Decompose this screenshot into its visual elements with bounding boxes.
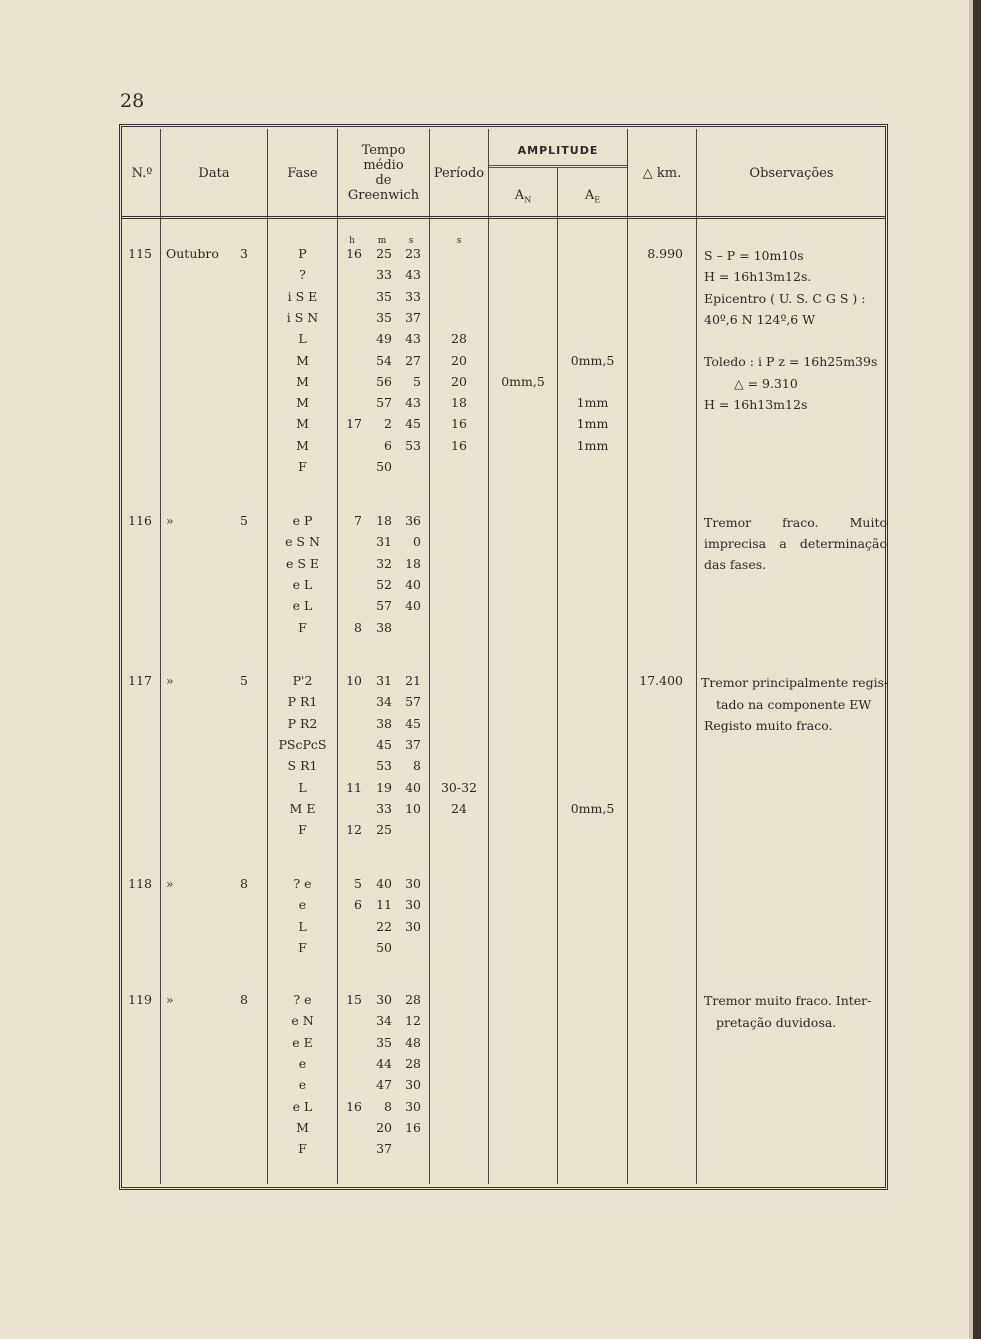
header-ae: $A_E$ <box>584 188 601 205</box>
col-separator <box>429 129 430 1184</box>
cell-periodo: 16 <box>451 416 467 432</box>
page-number: 28 <box>120 90 145 112</box>
col-separator <box>488 129 489 1184</box>
cell-m: 20 <box>376 1119 392 1135</box>
cell-s: 28 <box>405 992 421 1007</box>
header-data: Data <box>198 166 230 181</box>
header-delta: △ km. <box>642 166 682 181</box>
cell-delta: 8.990 <box>647 246 683 261</box>
page-edge <box>973 0 981 1339</box>
cell-fase: L <box>298 779 307 795</box>
cell-s: 37 <box>405 309 421 325</box>
cell-m: 50 <box>376 459 392 474</box>
cell-fase: e S E <box>285 555 320 571</box>
cell-day: 3 <box>240 246 248 261</box>
cell-fase: PScPcS <box>278 736 327 752</box>
cell-s: 43 <box>405 331 421 347</box>
cell-h: 17 <box>346 416 362 432</box>
cell-m: 47 <box>376 1077 392 1093</box>
cell-m: 38 <box>376 619 392 635</box>
cell-fase: M <box>296 437 309 453</box>
cell-fase: i S N <box>286 309 319 325</box>
header-periodo: Período <box>433 166 485 181</box>
cell-fase: i S E <box>287 288 318 304</box>
cell-fase: e N <box>291 1013 314 1029</box>
cell-fase: P'2 <box>292 673 313 688</box>
cell-m: 25 <box>376 822 392 838</box>
cell-s: 53 <box>405 437 421 453</box>
cell-s: 5 <box>413 373 421 389</box>
cell-m: 57 <box>376 395 392 411</box>
amplitude-rule <box>489 165 627 168</box>
col-separator <box>337 129 338 1184</box>
cell-m: 25 <box>376 246 392 261</box>
cell-m: 57 <box>376 598 392 614</box>
unit-per: s <box>456 236 462 246</box>
cell-m: 35 <box>376 309 392 325</box>
cell-m: 34 <box>376 694 392 710</box>
cell-fase: e <box>298 1055 307 1071</box>
cell-m: 50 <box>376 939 392 955</box>
cell-m: 56 <box>376 373 392 389</box>
cell-periodo: 24 <box>451 800 467 816</box>
cell-s: 30 <box>405 1077 421 1093</box>
cell-m: 32 <box>376 555 392 571</box>
cell-fase: M <box>296 416 309 432</box>
cell-periodo: 20 <box>451 352 467 368</box>
cell-m: 30 <box>376 992 392 1007</box>
cell-fase: P R2 <box>287 715 318 731</box>
header-rule <box>122 216 885 219</box>
cell-m: 6 <box>384 437 392 453</box>
cell-no: 117 <box>128 673 152 688</box>
cell-s: 30 <box>405 897 421 913</box>
cell-s: 12 <box>405 1013 421 1029</box>
header-observacoes: Observações <box>749 166 834 181</box>
cell-m: 35 <box>376 1034 392 1050</box>
cell-fase: e S N <box>285 534 320 550</box>
cell-m: 34 <box>376 1013 392 1029</box>
cell-m: 33 <box>376 267 392 283</box>
cell-s: 23 <box>405 246 421 261</box>
cell-fase: e L <box>292 1098 313 1114</box>
cell-s: 0 <box>413 534 421 550</box>
cell-m: 19 <box>376 779 392 795</box>
cell-s: 43 <box>405 395 421 411</box>
cell-fase: ? e <box>293 992 312 1007</box>
cell-s: 30 <box>405 918 421 934</box>
cell-month: » <box>166 876 174 891</box>
cell-h: 11 <box>346 779 362 795</box>
cell-m: 35 <box>376 288 392 304</box>
obs-116: Tremor fraco. Muito imprecisa a determinação das fases. <box>704 515 887 572</box>
cell-ae: 1mm <box>576 395 609 411</box>
cell-m: 8 <box>384 1098 392 1114</box>
cell-day: 8 <box>240 876 248 891</box>
unit-h: h <box>349 236 355 246</box>
cell-s: 40 <box>405 779 421 795</box>
cell-s: 10 <box>405 800 421 816</box>
cell-ae: 1mm <box>576 437 609 453</box>
cell-m: 37 <box>376 1141 392 1157</box>
cell-periodo: 16 <box>451 437 467 453</box>
cell-fase: M <box>296 395 309 411</box>
cell-m: 31 <box>376 534 392 550</box>
cell-h: 6 <box>354 897 362 913</box>
cell-s: 18 <box>405 555 421 571</box>
cell-fase: e <box>298 1077 307 1093</box>
cell-month: » <box>166 673 174 688</box>
cell-m: 31 <box>376 673 392 688</box>
cell-fase: F <box>298 939 307 955</box>
cell-m: 54 <box>376 352 392 368</box>
header-tempo: Tempo médio de Greenwich <box>347 143 420 203</box>
cell-s: 43 <box>405 267 421 283</box>
cell-ae: 0mm,5 <box>570 352 615 368</box>
cell-h: 16 <box>346 246 362 261</box>
unit-m: m <box>377 236 387 246</box>
cell-m: 18 <box>376 513 392 528</box>
cell-m: 44 <box>376 1055 392 1071</box>
cell-s: 30 <box>405 1098 421 1114</box>
cell-ae: 0mm,5 <box>570 800 615 816</box>
cell-month: Outubro <box>166 246 219 261</box>
cell-m: 45 <box>376 736 392 752</box>
cell-fase: L <box>298 331 307 347</box>
cell-s: 45 <box>405 416 421 432</box>
cell-periodo: 30-32 <box>440 779 478 795</box>
cell-fase: M <box>296 352 309 368</box>
cell-fase: P R1 <box>287 694 318 710</box>
cell-m: 53 <box>376 758 392 774</box>
col-separator <box>557 167 558 1184</box>
cell-an: 0mm,5 <box>501 373 545 389</box>
cell-fase: F <box>298 619 307 635</box>
cell-s: 37 <box>405 736 421 752</box>
cell-h: 10 <box>346 673 362 688</box>
cell-s: 33 <box>405 288 421 304</box>
col-separator <box>627 129 628 1184</box>
cell-fase: ? <box>299 267 306 283</box>
cell-s: 48 <box>405 1034 421 1050</box>
cell-m: 49 <box>376 331 392 347</box>
cell-m: 11 <box>376 897 392 913</box>
cell-s: 40 <box>405 598 421 614</box>
cell-fase: e L <box>292 576 313 592</box>
header-fase: Fase <box>287 166 318 181</box>
cell-h: 12 <box>346 822 362 838</box>
cell-fase: M E <box>289 800 316 816</box>
cell-m: 22 <box>376 918 392 934</box>
header-an: $A_N$ <box>514 188 532 205</box>
cell-m: 33 <box>376 800 392 816</box>
cell-s: 57 <box>405 694 421 710</box>
cell-periodo: 28 <box>451 331 467 347</box>
cell-m: 38 <box>376 715 392 731</box>
cell-fase: ? e <box>293 876 312 891</box>
cell-fase: e P <box>292 513 313 528</box>
cell-day: 8 <box>240 992 248 1007</box>
cell-h: 7 <box>354 513 362 528</box>
cell-no: 118 <box>128 876 152 891</box>
cell-s: 36 <box>405 513 421 528</box>
cell-m: 2 <box>384 416 392 432</box>
cell-no: 115 <box>128 246 152 261</box>
cell-h: 5 <box>354 876 362 891</box>
col-separator <box>160 129 161 1184</box>
cell-month: » <box>166 513 174 528</box>
cell-no: 116 <box>128 513 152 528</box>
cell-fase: e E <box>292 1034 313 1050</box>
cell-fase: M <box>296 373 309 389</box>
cell-fase: F <box>298 822 307 838</box>
cell-day: 5 <box>240 673 248 688</box>
col-separator <box>696 129 697 1184</box>
header-num: N.º <box>131 166 153 181</box>
cell-ae: 1mm <box>576 416 609 432</box>
cell-s: 30 <box>405 876 421 891</box>
cell-s: 8 <box>413 758 421 774</box>
cell-fase: S R1 <box>287 758 318 774</box>
cell-s: 16 <box>405 1119 421 1135</box>
cell-s: 27 <box>405 352 421 368</box>
cell-fase: e <box>298 897 307 913</box>
cell-h: 8 <box>354 619 362 635</box>
cell-fase: e L <box>292 598 313 614</box>
cell-day: 5 <box>240 513 248 528</box>
cell-month: » <box>166 992 174 1007</box>
cell-fase: F <box>298 459 307 474</box>
cell-periodo: 20 <box>451 373 467 389</box>
cell-fase: M <box>296 1119 309 1135</box>
cell-s: 40 <box>405 576 421 592</box>
cell-periodo: 18 <box>451 395 467 411</box>
cell-s: 21 <box>405 673 421 688</box>
cell-delta: 17.400 <box>639 673 683 688</box>
cell-no: 119 <box>128 992 152 1007</box>
cell-s: 28 <box>405 1055 421 1071</box>
cell-s: 45 <box>405 715 421 731</box>
unit-s: s <box>408 236 414 246</box>
cell-m: 52 <box>376 576 392 592</box>
cell-fase: P <box>298 246 307 261</box>
cell-h: 15 <box>346 992 362 1007</box>
cell-h: 16 <box>346 1098 362 1114</box>
cell-fase: L <box>298 918 307 934</box>
cell-m: 40 <box>376 876 392 891</box>
cell-fase: F <box>298 1141 307 1157</box>
header-amplitude: AMPLITUDE <box>517 144 599 157</box>
